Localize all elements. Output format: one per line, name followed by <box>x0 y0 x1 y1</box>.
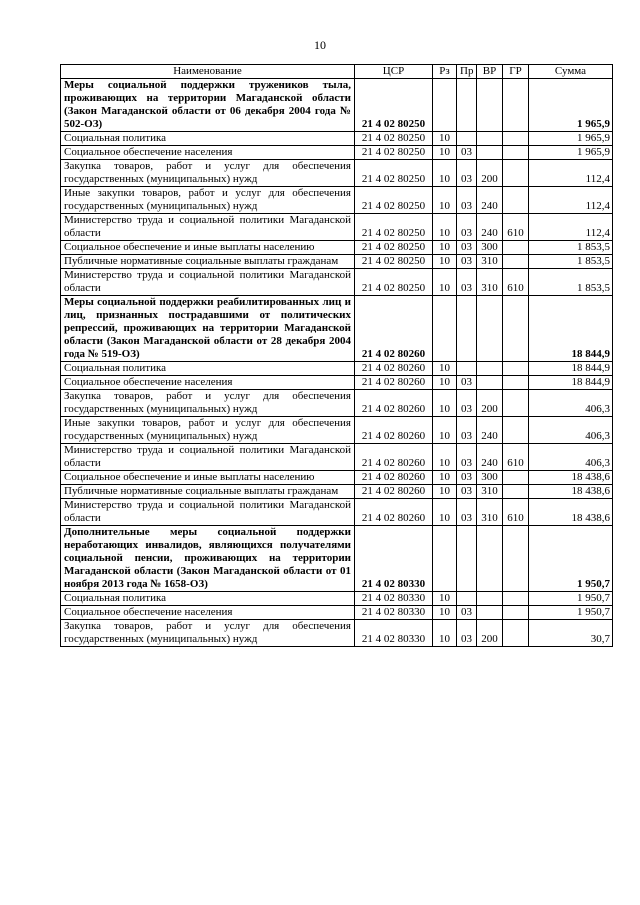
cell-vr <box>477 296 503 362</box>
cell-rz: 10 <box>433 146 457 160</box>
cell-name: Социальное обеспечение населения <box>61 146 355 160</box>
cell-name: Закупка товаров, работ и услуг для обеспечения государственных (муниципальных) нужд <box>61 160 355 187</box>
cell-rz: 10 <box>433 417 457 444</box>
cell-sum: 1 965,9 <box>529 79 613 132</box>
cell-gr <box>503 187 529 214</box>
cell-csr: 21 4 02 80330 <box>355 526 433 592</box>
table-row <box>61 160 613 187</box>
cell-pr: 03 <box>457 444 477 471</box>
cell-vr: 240 <box>477 417 503 444</box>
cell-sum: 112,4 <box>529 187 613 214</box>
cell-csr: 21 4 02 80260 <box>355 471 433 485</box>
cell-sum: 18 438,6 <box>529 499 613 526</box>
cell-rz: 10 <box>433 471 457 485</box>
table-row <box>61 485 613 499</box>
cell-name: Социальное обеспечение населения <box>61 376 355 390</box>
cell-csr: 21 4 02 80260 <box>355 296 433 362</box>
cell-name: Меры социальной поддержки реабилитированных лиц и лиц, признанных пострадавшими от политических репрессий, проживающих на территории Магаданской области (Закон Магаданской области от 28 декабря 2004 года № 519-ОЗ) <box>61 296 355 362</box>
cell-sum: 18 844,9 <box>529 362 613 376</box>
cell-pr <box>457 132 477 146</box>
cell-gr <box>503 620 529 647</box>
cell-pr: 03 <box>457 376 477 390</box>
cell-name: Социальная политика <box>61 132 355 146</box>
cell-csr: 21 4 02 80250 <box>355 255 433 269</box>
header-sum: Сумма <box>529 65 613 79</box>
cell-gr <box>503 255 529 269</box>
table-row <box>61 132 613 146</box>
cell-rz: 10 <box>433 269 457 296</box>
cell-pr: 03 <box>457 499 477 526</box>
cell-pr: 03 <box>457 187 477 214</box>
cell-name: Иные закупки товаров, работ и услуг для обеспечения государственных (муниципальных) нужд <box>61 187 355 214</box>
cell-csr: 21 4 02 80260 <box>355 444 433 471</box>
cell-csr: 21 4 02 80250 <box>355 146 433 160</box>
cell-pr <box>457 79 477 132</box>
cell-pr: 03 <box>457 146 477 160</box>
cell-pr: 03 <box>457 255 477 269</box>
cell-vr: 310 <box>477 255 503 269</box>
cell-rz: 10 <box>433 132 457 146</box>
cell-csr: 21 4 02 80260 <box>355 485 433 499</box>
table-row <box>61 444 613 471</box>
cell-csr: 21 4 02 80250 <box>355 187 433 214</box>
cell-csr: 21 4 02 80330 <box>355 592 433 606</box>
cell-vr: 240 <box>477 444 503 471</box>
cell-pr: 03 <box>457 390 477 417</box>
cell-rz: 10 <box>433 499 457 526</box>
cell-name: Социальное обеспечение и иные выплаты населению <box>61 471 355 485</box>
cell-pr: 03 <box>457 241 477 255</box>
table-row <box>61 241 613 255</box>
cell-sum: 1 950,7 <box>529 606 613 620</box>
cell-pr: 03 <box>457 214 477 241</box>
cell-csr: 21 4 02 80260 <box>355 362 433 376</box>
cell-name: Министерство труда и социальной политики Магаданской области <box>61 269 355 296</box>
cell-gr <box>503 606 529 620</box>
header-csr: ЦСР <box>355 65 433 79</box>
table-header-row <box>61 65 613 79</box>
cell-gr <box>503 485 529 499</box>
cell-sum: 112,4 <box>529 160 613 187</box>
cell-rz: 10 <box>433 485 457 499</box>
cell-name: Меры социальной поддержки тружеников тыла, проживающих на территории Магаданской области (Закон Магаданской области от 06 декабря 2004 года № 502-ОЗ) <box>61 79 355 132</box>
cell-name: Министерство труда и социальной политики Магаданской области <box>61 444 355 471</box>
cell-rz: 10 <box>433 592 457 606</box>
cell-name: Иные закупки товаров, работ и услуг для обеспечения государственных (муниципальных) нужд <box>61 417 355 444</box>
cell-vr: 240 <box>477 214 503 241</box>
cell-rz <box>433 296 457 362</box>
cell-csr: 21 4 02 80250 <box>355 79 433 132</box>
cell-sum: 1 950,7 <box>529 526 613 592</box>
table-row <box>61 390 613 417</box>
cell-vr <box>477 79 503 132</box>
table-row <box>61 471 613 485</box>
cell-name: Социальная политика <box>61 362 355 376</box>
cell-sum: 18 844,9 <box>529 296 613 362</box>
cell-pr: 03 <box>457 471 477 485</box>
cell-sum: 1 950,7 <box>529 592 613 606</box>
table-row <box>61 417 613 444</box>
cell-pr: 03 <box>457 606 477 620</box>
header-name: Наименование <box>61 65 355 79</box>
cell-vr: 240 <box>477 187 503 214</box>
cell-csr: 21 4 02 80250 <box>355 132 433 146</box>
table-section-row <box>61 79 613 132</box>
cell-rz: 10 <box>433 390 457 417</box>
cell-csr: 21 4 02 80330 <box>355 606 433 620</box>
cell-vr <box>477 376 503 390</box>
cell-gr <box>503 79 529 132</box>
cell-gr <box>503 160 529 187</box>
cell-rz: 10 <box>433 606 457 620</box>
cell-pr <box>457 526 477 592</box>
page-number: 10 <box>314 38 326 52</box>
cell-pr <box>457 592 477 606</box>
cell-vr: 300 <box>477 471 503 485</box>
cell-sum: 18 438,6 <box>529 471 613 485</box>
cell-name: Дополнительные меры социальной поддержки неработающих инвалидов, являющихся получателями социальной пенсии, проживающих на территории Магаданской области (Закон Магаданской области от 01 ноября 2013 года № 1658-ОЗ) <box>61 526 355 592</box>
cell-sum: 406,3 <box>529 417 613 444</box>
cell-gr <box>503 471 529 485</box>
cell-gr <box>503 241 529 255</box>
cell-sum: 112,4 <box>529 214 613 241</box>
header-gr: ГР <box>503 65 529 79</box>
cell-sum: 1 853,5 <box>529 255 613 269</box>
cell-vr <box>477 132 503 146</box>
table-row <box>61 592 613 606</box>
table-row <box>61 376 613 390</box>
cell-rz: 10 <box>433 620 457 647</box>
cell-vr <box>477 606 503 620</box>
cell-vr: 300 <box>477 241 503 255</box>
cell-rz: 10 <box>433 160 457 187</box>
cell-gr: 610 <box>503 214 529 241</box>
cell-rz <box>433 526 457 592</box>
cell-vr: 310 <box>477 499 503 526</box>
cell-csr: 21 4 02 80260 <box>355 390 433 417</box>
table-row <box>61 606 613 620</box>
cell-gr: 610 <box>503 444 529 471</box>
cell-name: Социальная политика <box>61 592 355 606</box>
cell-pr: 03 <box>457 269 477 296</box>
cell-vr: 200 <box>477 390 503 417</box>
cell-rz: 10 <box>433 187 457 214</box>
cell-gr <box>503 132 529 146</box>
cell-sum: 1 853,5 <box>529 269 613 296</box>
cell-rz: 10 <box>433 362 457 376</box>
cell-name: Закупка товаров, работ и услуг для обеспечения государственных (муниципальных) нужд <box>61 390 355 417</box>
cell-vr: 310 <box>477 269 503 296</box>
cell-vr: 310 <box>477 485 503 499</box>
cell-vr <box>477 592 503 606</box>
cell-csr: 21 4 02 80250 <box>355 241 433 255</box>
cell-gr: 610 <box>503 499 529 526</box>
cell-csr: 21 4 02 80250 <box>355 269 433 296</box>
cell-name: Публичные нормативные социальные выплаты гражданам <box>61 255 355 269</box>
cell-name: Социальное обеспечение и иные выплаты населению <box>61 241 355 255</box>
table-row <box>61 362 613 376</box>
cell-rz: 10 <box>433 376 457 390</box>
cell-vr <box>477 362 503 376</box>
table-section-row <box>61 526 613 592</box>
table-body <box>61 79 613 647</box>
table-row <box>61 499 613 526</box>
cell-gr <box>503 390 529 417</box>
cell-rz: 10 <box>433 444 457 471</box>
cell-pr <box>457 296 477 362</box>
budget-table <box>60 64 613 647</box>
cell-pr <box>457 362 477 376</box>
cell-gr <box>503 296 529 362</box>
cell-name: Закупка товаров, работ и услуг для обеспечения государственных (муниципальных) нужд <box>61 620 355 647</box>
cell-gr <box>503 592 529 606</box>
cell-gr <box>503 526 529 592</box>
cell-name: Министерство труда и социальной политики Магаданской области <box>61 499 355 526</box>
table-row <box>61 255 613 269</box>
table-row <box>61 187 613 214</box>
cell-vr: 200 <box>477 620 503 647</box>
cell-sum: 406,3 <box>529 390 613 417</box>
cell-pr: 03 <box>457 485 477 499</box>
cell-sum: 1 965,9 <box>529 146 613 160</box>
cell-rz: 10 <box>433 214 457 241</box>
cell-pr: 03 <box>457 160 477 187</box>
cell-rz: 10 <box>433 241 457 255</box>
cell-name: Публичные нормативные социальные выплаты гражданам <box>61 485 355 499</box>
cell-sum: 18 844,9 <box>529 376 613 390</box>
cell-rz: 10 <box>433 255 457 269</box>
cell-pr: 03 <box>457 417 477 444</box>
cell-csr: 21 4 02 80260 <box>355 417 433 444</box>
cell-pr: 03 <box>457 620 477 647</box>
cell-csr: 21 4 02 80260 <box>355 376 433 390</box>
cell-gr <box>503 417 529 444</box>
cell-name: Министерство труда и социальной политики Магаданской области <box>61 214 355 241</box>
cell-sum: 406,3 <box>529 444 613 471</box>
cell-sum: 1 965,9 <box>529 132 613 146</box>
cell-sum: 30,7 <box>529 620 613 647</box>
cell-gr <box>503 376 529 390</box>
header-rz: Рз <box>433 65 457 79</box>
cell-rz <box>433 79 457 132</box>
cell-vr <box>477 146 503 160</box>
cell-sum: 1 853,5 <box>529 241 613 255</box>
cell-csr: 21 4 02 80260 <box>355 499 433 526</box>
table-row <box>61 620 613 647</box>
cell-gr <box>503 362 529 376</box>
cell-gr <box>503 146 529 160</box>
cell-csr: 21 4 02 80330 <box>355 620 433 647</box>
table-row <box>61 146 613 160</box>
cell-gr: 610 <box>503 269 529 296</box>
header-vr: ВР <box>477 65 503 79</box>
cell-csr: 21 4 02 80250 <box>355 214 433 241</box>
table-row <box>61 269 613 296</box>
table-row <box>61 214 613 241</box>
cell-sum: 18 438,6 <box>529 485 613 499</box>
table-section-row <box>61 296 613 362</box>
cell-vr <box>477 526 503 592</box>
cell-csr: 21 4 02 80250 <box>355 160 433 187</box>
header-pr: Пр <box>457 65 477 79</box>
cell-name: Социальное обеспечение населения <box>61 606 355 620</box>
cell-vr: 200 <box>477 160 503 187</box>
